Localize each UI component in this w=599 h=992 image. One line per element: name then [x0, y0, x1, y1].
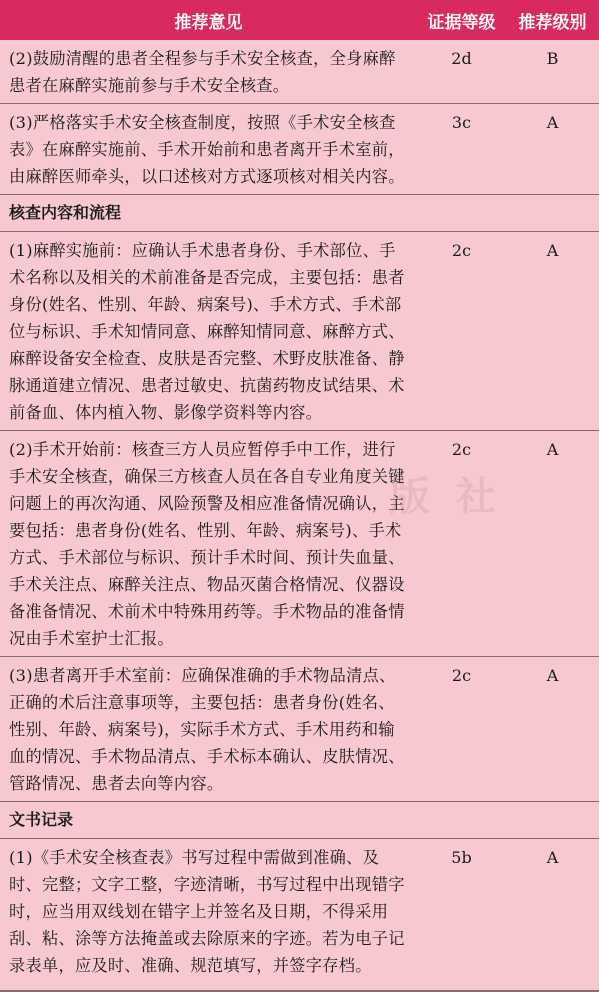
header-recommendation-level: 推荐级别 [506, 0, 599, 40]
recommendation-text: (1)麻醉实施前：应确认手术患者身份、手术部位、手术名称以及相关的术前准备是否完成，主要包括：患者身份(姓名、性别、年龄、病案号)、手术方式、手术部位与标识、手术知情同意、麻醉知情同意、麻醉方式、麻醉设备安全检查、皮肤是否完整、术野皮肤准备、静脉通道建立情况、患者过敏史、抗菌药物皮试结果、术前备血、体内植入物、影像学资料等内容。 [0, 232, 417, 431]
evidence-grade: 2d [451, 49, 472, 68]
evidence-grade: 2c [417, 657, 506, 802]
recommendation-level: A [506, 104, 599, 195]
table-header-row [0, 0, 599, 40]
recommendation-level: B [546, 49, 559, 68]
table-row [0, 232, 599, 431]
header-recommendation: 推荐意见 [0, 0, 417, 40]
section-title-check-content: 核查内容和流程 [0, 195, 599, 232]
evidence-grade: 2c [417, 232, 506, 431]
table-row [0, 839, 599, 984]
evidence-grade: 2c [417, 431, 506, 657]
recommendation-level: A [506, 431, 599, 657]
recommendation-text: (3)患者离开手术室前：应确保准确的手术物品清点、正确的术后注意事项等，主要包括：患者身份(姓名、性别、年龄、病案号)，实际手术方式、手术用药和输血的情况、手术物品清点、手术标本确认、皮肤情况、管路情况、患者去向等内容。 [0, 657, 417, 802]
evidence-grade: 3c [417, 104, 506, 195]
section-header-row [0, 195, 599, 232]
recommendation-text: (2)鼓励清醒的患者全程参与手术安全核查，全身麻醉患者在麻醉实施前参与手术安全核查。 [9, 49, 396, 95]
recommendation-text: (1)《手术安全核查表》书写过程中需做到准确、及时、完整；文字工整，字迹清晰，书写过程中出现错字时，应当用双线划在错字上并签名及日期，不得采用刮、粘、涂等方法掩盖或去除原来的字迹。若为电子记录表单，应及时、准确、规范填写，并签字存档。 [0, 839, 417, 984]
recommendation-level: A [506, 232, 599, 431]
evidence-grade: 5b [417, 839, 506, 984]
recommendation-text: (3)严格落实手术安全核查制度，按照《手术安全核查表》在麻醉实施前、手术开始前和患者离开手术室前，由麻醉医师牵头，以口述核对方式逐项核对相关内容。 [0, 104, 417, 195]
section-header-row [0, 802, 599, 839]
table-row [0, 40, 599, 104]
table-row [0, 657, 599, 802]
recommendation-text: (2)手术开始前：核查三方人员应暂停手中工作，进行手术安全核查，确保三方核查人员在各自专业角度关键问题上的再次沟通、风险预警及相应准备情况确认，主要包括：患者身份(姓名、性别、年龄、病案号)、手术方式、手术部位与标识、预计手术时间、预计失血量、手术关注点、麻醉关注点、物品灭菌合格情况、仪器设备准备情况、术前术中特殊用药等。手术物品的准备情况由手术室护士汇报。 [0, 431, 417, 657]
table-row [0, 104, 599, 195]
publisher-watermark: 版 社 [390, 473, 502, 520]
recommendation-level: A [506, 839, 599, 984]
header-evidence-grade: 证据等级 [417, 0, 506, 40]
recommendation-level: A [506, 657, 599, 802]
table-row [0, 431, 599, 657]
section-title-documentation: 文书记录 [0, 802, 599, 839]
